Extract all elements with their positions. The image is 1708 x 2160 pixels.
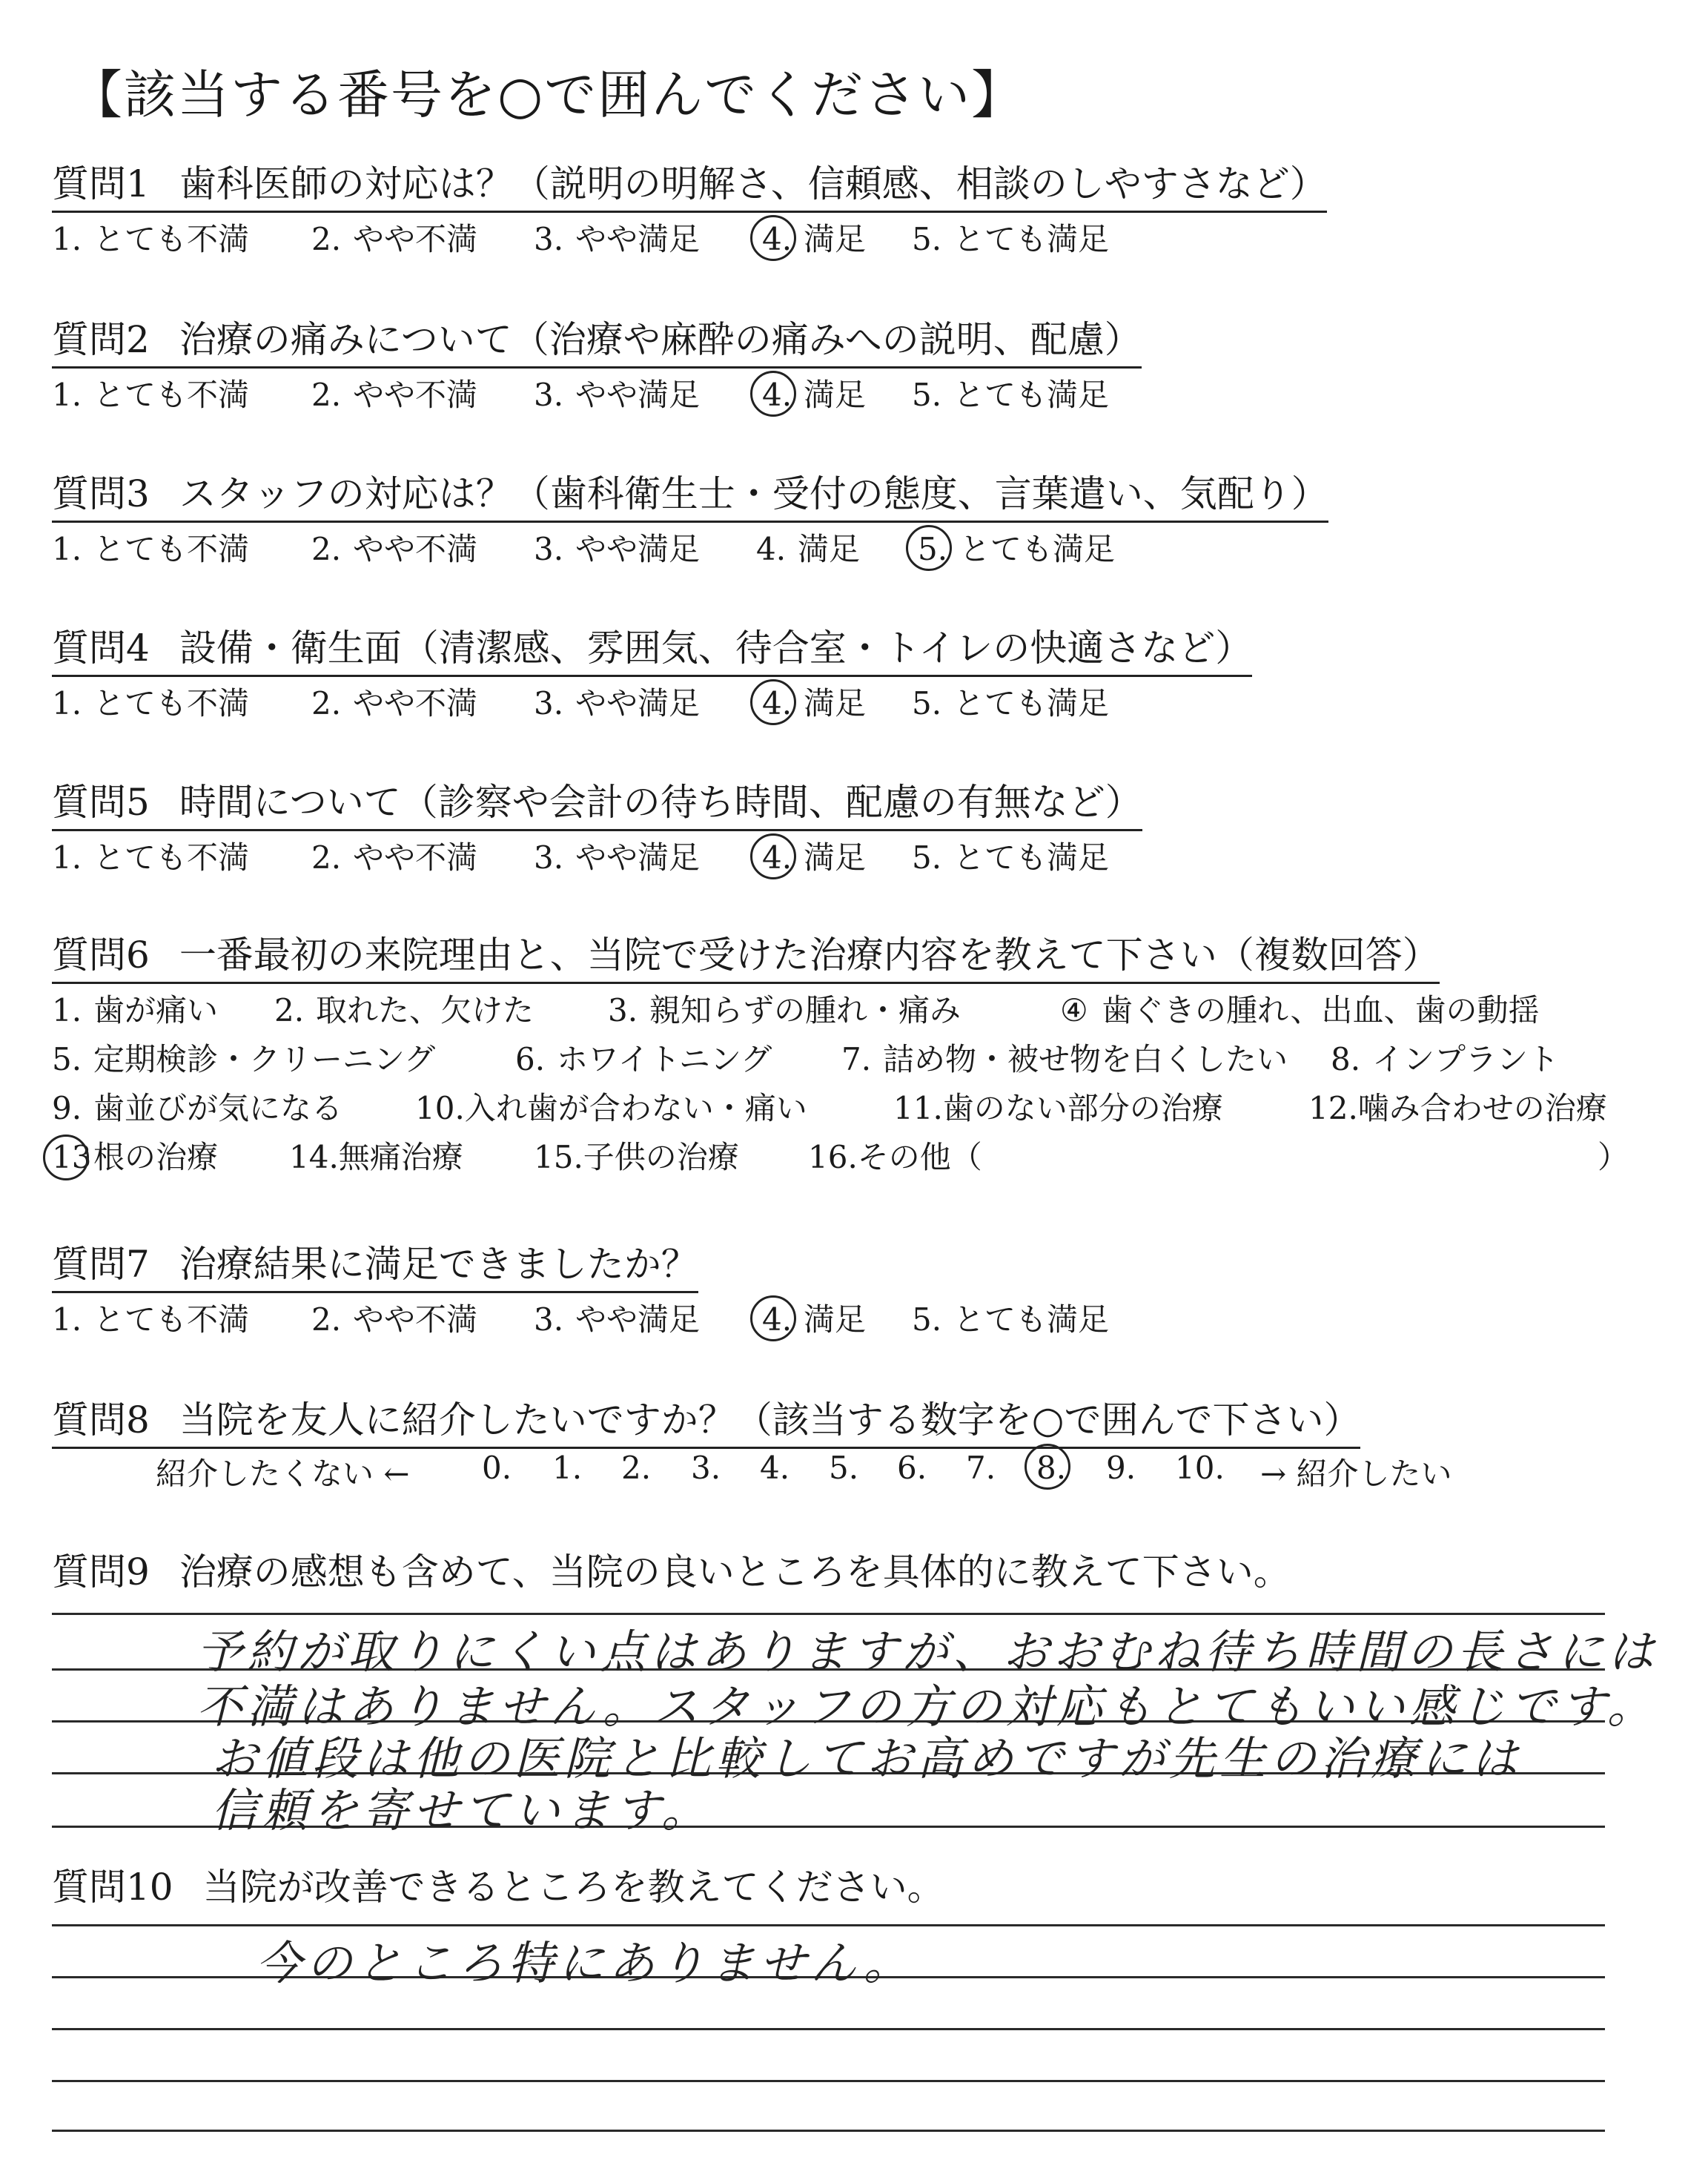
question-text: 当院が改善できるところを教えてください。 (202, 1866, 944, 1909)
question-text: 時間について（診察や会計の待ち時間、配慮の有無など） (179, 781, 1142, 824)
question-number: 質問9 (52, 1550, 150, 1593)
option-label: やや満足 (575, 531, 701, 567)
option-label: 満足 (804, 685, 867, 721)
question-5-title (52, 773, 1142, 831)
question-text: 歯科医師の対応は？（説明の明解さ、信頼感、相談のしやすさなど） (179, 162, 1327, 205)
option-number[interactable]: 2. (311, 377, 342, 413)
question-text: スタッフの対応は？（歯科衛生士・受付の態度、言葉遣い、気配り） (179, 472, 1328, 515)
option-number[interactable]: 5. (52, 1041, 82, 1077)
option-label: とても不満 (93, 1301, 250, 1338)
answer-line (52, 2080, 1605, 2082)
question-number: 質問10 (52, 1866, 173, 1909)
question-3-title (52, 464, 1328, 523)
option-label: とても満足 (953, 221, 1110, 257)
option-number-selected[interactable]: 4. (762, 221, 804, 257)
handwritten-answer-line: 信頼を寄せています。 (211, 1783, 712, 1837)
option-number[interactable]: 3. (534, 221, 564, 257)
option-number[interactable]: 2. (311, 1301, 342, 1338)
option-label: 無痛治療 (338, 1139, 463, 1175)
handwritten-answer-line: 今のところ特にありません。 (256, 1936, 914, 1990)
option-label: 詰め物・被せ物を白くしたい (883, 1041, 1288, 1077)
option-label: とても満足 (959, 531, 1116, 567)
option-number[interactable]: 1. (52, 1301, 82, 1338)
option-label: やや不満 (353, 685, 478, 721)
option-label: やや不満 (353, 1301, 478, 1338)
option-label: とても満足 (953, 1301, 1110, 1338)
option-number-selected[interactable]: ④ (1060, 992, 1088, 1028)
option-label: とても満足 (953, 839, 1110, 876)
scale-number[interactable]: 2. (621, 1450, 652, 1486)
question-number: 質問3 (52, 472, 150, 515)
question-8-title (52, 1390, 1360, 1449)
option-number[interactable]: 3. (534, 685, 564, 721)
option-number[interactable]: 5. (912, 377, 942, 413)
option-number[interactable]: 7. (841, 1041, 872, 1077)
scale-number[interactable]: 1. (552, 1450, 583, 1486)
option-number-selected[interactable]: 4. (762, 839, 804, 876)
option-number-selected[interactable]: 5. (918, 531, 959, 567)
question-text: 治療の感想も含めて、当院の良いところを具体的に教えて下さい。 (179, 1550, 1291, 1593)
answer-line (52, 2028, 1605, 2030)
option-label: やや満足 (575, 685, 701, 721)
option-number[interactable]: 5. (912, 839, 942, 876)
scale-right-label: → 紹介したい (1260, 1456, 1452, 1492)
question-4-title (52, 618, 1252, 677)
option-number[interactable]: 3. (534, 531, 564, 567)
handwritten-answer-line: 不満はありません。スタッフの方の対応もとてもいい感じです。 (196, 1680, 1658, 1734)
option-label: とても不満 (93, 685, 250, 721)
scale-number[interactable]: 9. (1106, 1450, 1136, 1486)
scale-number[interactable]: 3. (691, 1450, 721, 1486)
option-number-selected[interactable]: 13 (52, 1139, 93, 1175)
option-number[interactable]: 2. (311, 685, 342, 721)
option-number[interactable]: 1. (52, 377, 82, 413)
scale-number[interactable]: 6. (897, 1450, 927, 1486)
question-text: 治療結果に満足できましたか？ (179, 1243, 698, 1286)
option-label: やや満足 (575, 377, 701, 413)
option-label: 満足 (798, 531, 861, 567)
option-number[interactable]: 1. (52, 531, 82, 567)
option-label: インプラント (1372, 1041, 1560, 1077)
option-label: とても不満 (93, 377, 250, 413)
option-label: やや満足 (575, 1301, 701, 1338)
question-1-title (52, 154, 1327, 213)
option-label: とても不満 (93, 531, 250, 567)
handwritten-answer-line: お値段は他の医院と比較してお高めですが先生の治療には (211, 1731, 1523, 1786)
option-number-selected[interactable]: 4. (762, 1301, 804, 1338)
question-text: 一番最初の来院理由と、当院で受けた治療内容を教えて下さい（複数回答） (179, 934, 1440, 977)
option-number[interactable]: 3. (534, 377, 564, 413)
question-9-title (52, 1542, 1291, 1596)
option-label: ホワイトニング (557, 1041, 772, 1077)
option-label: やや不満 (353, 377, 478, 413)
option-number[interactable]: 1. (52, 839, 82, 876)
option-number[interactable]: 2. (311, 531, 342, 567)
option-label: 満足 (804, 377, 867, 413)
option-number[interactable]: 10. (415, 1090, 465, 1126)
option-number[interactable]: 9. (52, 1090, 82, 1126)
option-label: 歯が痛い (93, 992, 219, 1028)
question-text: 設備・衛生面（清潔感、雰囲気、待合室・トイレの快適さなど） (179, 627, 1253, 670)
option-number[interactable]: 2. (311, 839, 342, 876)
option-label: 満足 (804, 1301, 867, 1338)
option-label: 入れ歯が合わない・痛い (464, 1090, 807, 1126)
option-label: やや不満 (353, 531, 478, 567)
scale-number-selected[interactable]: 8. (1036, 1450, 1078, 1486)
option-number[interactable]: 1. (52, 221, 82, 257)
scale-number[interactable]: 4. (760, 1450, 790, 1486)
option-label: 根の治療 (93, 1139, 219, 1175)
option-label: 歯のない部分の治療 (942, 1090, 1223, 1126)
question-6-title (52, 925, 1440, 984)
option-number[interactable]: 8. (1331, 1041, 1361, 1077)
other-close-paren: ） (1598, 1139, 1629, 1175)
option-label: 定期検診・クリーニング (93, 1041, 436, 1077)
option-number[interactable]: 2. (311, 221, 342, 257)
option-number[interactable]: 1. (52, 992, 82, 1028)
option-number[interactable]: 3. (534, 839, 564, 876)
option-label: 満足 (804, 221, 867, 257)
option-number[interactable]: 11. (893, 1090, 943, 1126)
scale-number[interactable]: 5. (829, 1450, 859, 1486)
option-label: 親知らずの腫れ・痛み (649, 992, 961, 1028)
question-text: 当院を友人に紹介したいですか？（該当する数字を○で囲んで下さい） (179, 1398, 1361, 1441)
option-label: その他（ (857, 1139, 982, 1175)
option-number[interactable]: 3. (608, 992, 638, 1028)
option-number-selected[interactable]: 4. (762, 685, 804, 721)
option-label: 歯並びが気になる (93, 1090, 343, 1126)
option-number[interactable]: 16. (808, 1139, 858, 1175)
option-number[interactable]: 14. (289, 1139, 339, 1175)
scale-number[interactable]: 10. (1175, 1450, 1225, 1486)
question-number: 質問5 (52, 781, 150, 824)
question-number: 質問1 (52, 162, 150, 205)
option-number[interactable]: 1. (52, 685, 82, 721)
question-number: 質問2 (52, 318, 150, 361)
option-label: 満足 (804, 839, 867, 876)
option-label: とても不満 (93, 221, 250, 257)
question-number: 質問8 (52, 1398, 150, 1441)
option-label: 歯ぐきの腫れ、出血、歯の動揺 (1102, 992, 1540, 1028)
option-number[interactable]: 15. (534, 1139, 583, 1175)
option-label: やや不満 (353, 839, 478, 876)
option-label: やや不満 (353, 221, 478, 257)
question-number: 質問6 (52, 934, 150, 977)
option-number[interactable]: 6. (515, 1041, 546, 1077)
question-number: 質問7 (52, 1243, 150, 1286)
option-number[interactable]: 2. (274, 992, 305, 1028)
option-number[interactable]: 3. (534, 1301, 564, 1338)
option-label: 子供の治療 (583, 1139, 739, 1175)
option-label: 噛み合わせの治療 (1357, 1090, 1607, 1126)
option-label: とても不満 (93, 839, 250, 876)
option-number[interactable]: 5. (912, 221, 942, 257)
option-label: やや満足 (575, 221, 701, 257)
scale-left-label: 紹介したくない ← (156, 1456, 410, 1492)
question-number: 質問4 (52, 627, 150, 670)
handwritten-answer-line: 予約が取りにくい点はありますが、おおむね待ち時間の長さには (196, 1625, 1659, 1679)
question-2-title (52, 310, 1142, 369)
scale-number[interactable]: 0. (482, 1450, 512, 1486)
option-label: とても満足 (953, 377, 1110, 413)
option-number[interactable]: 4. (756, 531, 787, 567)
option-number[interactable]: 5. (912, 1301, 942, 1338)
option-number[interactable]: 12. (1308, 1090, 1358, 1126)
question-10-title (52, 1857, 944, 1911)
form-header: 【該当する番号を○で囲んでください】 (70, 65, 1025, 125)
option-label: 取れた、欠けた (316, 992, 534, 1028)
option-label: とても満足 (953, 685, 1110, 721)
scale-number[interactable]: 7. (966, 1450, 996, 1486)
question-7-title (52, 1235, 698, 1293)
option-number-selected[interactable]: 4. (762, 377, 804, 413)
answer-line (52, 2130, 1605, 2132)
question-text: 治療の痛みについて（治療や麻酔の痛みへの説明、配慮） (179, 318, 1142, 361)
option-label: やや満足 (575, 839, 701, 876)
option-number[interactable]: 5. (912, 685, 942, 721)
